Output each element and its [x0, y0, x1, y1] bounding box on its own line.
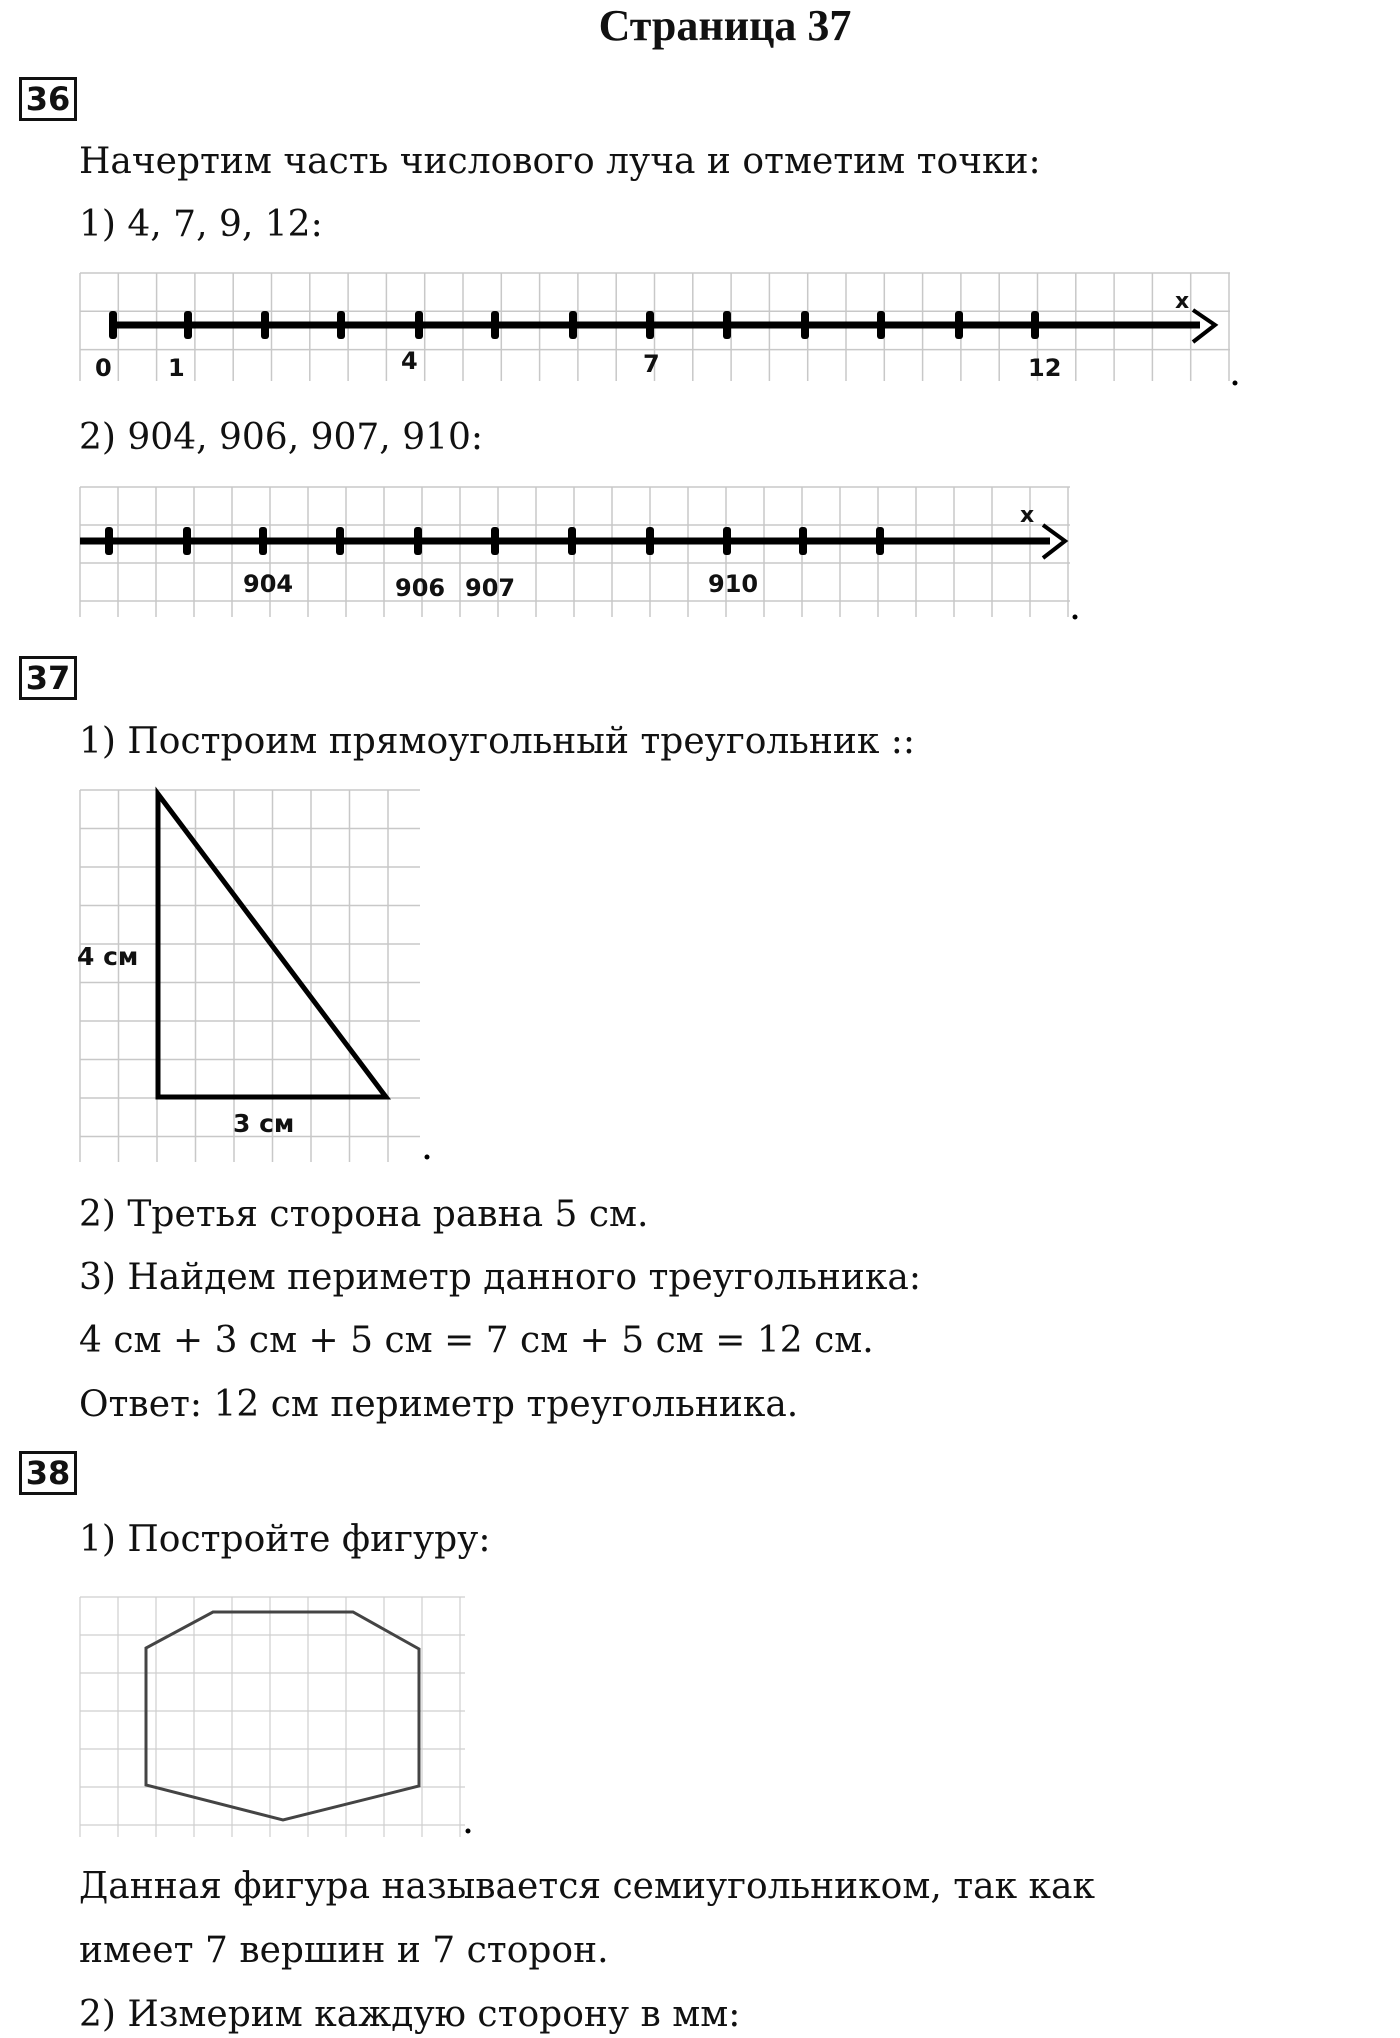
task38-line4: 2) Измерим каждую сторону в мм: [79, 1994, 741, 2035]
ray-1-tick-1 [184, 311, 192, 339]
ray-1-tick-5 [491, 311, 499, 339]
task-number-37: 37 [19, 656, 77, 700]
right-triangle-figure [75, 782, 445, 1172]
task36-intro: Начертим часть числового луча и отметим точки: [79, 141, 1041, 182]
ray-1-tick-10 [877, 311, 885, 339]
ray-1-tick-12 [1031, 311, 1039, 339]
ray-2-label-904: 904 [243, 570, 294, 598]
heptagon [146, 1612, 419, 1820]
ray-1-label-0: 0 [95, 354, 112, 382]
ray-2-label-907: 907 [465, 574, 516, 602]
ray-2-tick-9 [799, 527, 807, 555]
ray-1-label-12: 12 [1028, 354, 1062, 382]
ray-1-tick-9 [801, 311, 809, 339]
task37-line5: Ответ: 12 см периметр треугольника. [79, 1384, 799, 1425]
task36-part2: 2) 904, 906, 907, 910: [79, 417, 484, 458]
ray-1-tick-11 [955, 311, 963, 339]
ray-2-tick-5 [491, 527, 499, 555]
ray-1-tick-6 [569, 311, 577, 339]
ray-2-tick-2 [259, 527, 267, 555]
ray-1-label-7: 7 [643, 350, 660, 378]
ray-2-tick-7 [646, 527, 654, 555]
number-ray-2 [75, 482, 1105, 622]
ray-1-tick-4 [415, 311, 423, 339]
ray-2-tick-1 [183, 527, 191, 555]
ray-1-tick-2 [261, 311, 269, 339]
ray-1-tick-7 [646, 311, 654, 339]
task37-line3: 3) Найдем периметр данного треугольника: [79, 1257, 922, 1298]
task37-line4: 4 см + 3 см + 5 см = 7 см + 5 см = 12 см. [79, 1320, 874, 1361]
leg-horizontal-label: 3 см [233, 1109, 295, 1138]
ray-2-label-906: 906 [395, 574, 446, 602]
ray-2-tick-8 [723, 527, 731, 555]
ray-2-label-910: 910 [708, 570, 759, 598]
ray-2-tick-4 [414, 527, 422, 555]
task-number-38: 38 [19, 1451, 77, 1495]
number-ray-1 [75, 268, 1255, 398]
page-title: Страница 37 [598, 1, 852, 50]
ray-2-axis-label: x [1020, 503, 1035, 528]
leg-vertical-label: 4 см [77, 942, 139, 971]
task37-line1: 1) Построим прямоугольный треугольник :: [79, 721, 916, 762]
task36-part1: 1) 4, 7, 9, 12: [79, 204, 323, 245]
ray-1-label-4: 4 [401, 347, 418, 375]
ray-2-tick-6 [568, 527, 576, 555]
ray-1-axis-label: x [1175, 289, 1190, 314]
ray-2-tick-0 [105, 527, 113, 555]
ray-1-label-1: 1 [168, 354, 185, 382]
ray-1-tick-8 [723, 311, 731, 339]
heptagon-figure [75, 1592, 485, 1844]
ray-1-tick-0 [109, 311, 117, 339]
task-number-36: 36 [19, 77, 77, 121]
task38-line2: Данная фигура называется семиугольником, так как [79, 1866, 1095, 1907]
task38-line1: 1) Постройте фигуру: [79, 1519, 491, 1560]
task38-line3: имеет 7 вершин и 7 сторон. [79, 1930, 609, 1971]
ray-2-tick-10 [876, 527, 884, 555]
ray-2-tick-3 [336, 527, 344, 555]
ray-1-tick-3 [337, 311, 345, 339]
task37-line2: 2) Третья сторона равна 5 см. [79, 1194, 649, 1235]
